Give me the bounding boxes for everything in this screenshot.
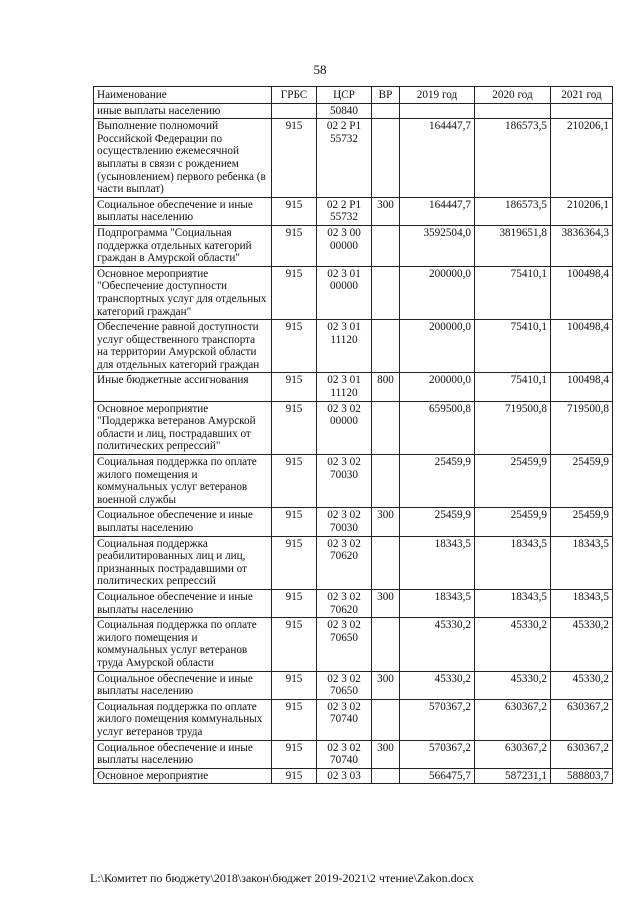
cell-grbs: 915	[272, 266, 317, 319]
header-name: Наименование	[94, 87, 272, 104]
table-row	[94, 119, 613, 198]
cell-2019: 570367,2	[400, 699, 475, 740]
cell-2021	[551, 103, 613, 119]
cell-2020: 75410,1	[475, 266, 551, 319]
table-row	[94, 401, 613, 454]
table-row	[94, 266, 613, 319]
cell-name: Социальное обеспечение и иные выплаты населению	[94, 197, 272, 225]
cell-csr: 02 3 02 70030	[317, 508, 372, 536]
cell-2019: 200000,0	[400, 320, 475, 373]
cell-grbs: 915	[272, 618, 317, 671]
cell-csr: 02 3 02 70620	[317, 536, 372, 589]
cell-grbs: 915	[272, 740, 317, 768]
header-2019: 2019 год	[400, 87, 475, 104]
cell-2019: 45330,2	[400, 671, 475, 699]
cell-name: Основное мероприятие "Обеспечение доступности транспортных услуг для отдельных категорий граждан"	[94, 266, 272, 319]
cell-name: Основное мероприятие "Поддержка ветеранов Амурской области и лиц, пострадавших от политических репрессий"	[94, 401, 272, 454]
cell-2021: 25459,9	[551, 455, 613, 508]
cell-2019: 18343,5	[400, 589, 475, 617]
cell-grbs: 915	[272, 699, 317, 740]
cell-2019: 570367,2	[400, 740, 475, 768]
cell-2021: 3836364,3	[551, 225, 613, 266]
table-row	[94, 320, 613, 373]
cell-vr	[372, 225, 400, 266]
cell-2019: 25459,9	[400, 455, 475, 508]
cell-vr	[372, 699, 400, 740]
cell-grbs: 915	[272, 373, 317, 401]
table-header-row	[94, 87, 613, 104]
cell-2021: 630367,2	[551, 699, 613, 740]
table-row	[94, 671, 613, 699]
cell-name: Социальная поддержка по оплате жилого помещения и коммунальных услуг ветеранов военной службы	[94, 455, 272, 508]
cell-csr: 02 3 01 11120	[317, 373, 372, 401]
cell-grbs: 915	[272, 536, 317, 589]
cell-vr	[372, 119, 400, 198]
table-row	[94, 197, 613, 225]
cell-2021: 588803,7	[551, 768, 613, 784]
cell-vr: 300	[372, 508, 400, 536]
cell-vr	[372, 103, 400, 119]
cell-2020: 3819651,8	[475, 225, 551, 266]
cell-grbs: 915	[272, 671, 317, 699]
cell-vr: 800	[372, 373, 400, 401]
cell-2019: 164447,7	[400, 197, 475, 225]
cell-2020: 719500,8	[475, 401, 551, 454]
cell-2020: 587231,1	[475, 768, 551, 784]
cell-name: Социальное обеспечение и иные выплаты населению	[94, 671, 272, 699]
cell-2020: 18343,5	[475, 536, 551, 589]
cell-2019: 3592504,0	[400, 225, 475, 266]
header-2021: 2021 год	[551, 87, 613, 104]
cell-csr: 02 3 02 70650	[317, 671, 372, 699]
cell-2020: 630367,2	[475, 740, 551, 768]
cell-csr: 02 3 02 70620	[317, 589, 372, 617]
cell-vr: 300	[372, 197, 400, 225]
cell-2021: 630367,2	[551, 740, 613, 768]
cell-csr: 02 3 02 00000	[317, 401, 372, 454]
cell-grbs: 915	[272, 225, 317, 266]
cell-vr	[372, 266, 400, 319]
cell-2021: 210206,1	[551, 197, 613, 225]
cell-csr: 02 3 02 70740	[317, 699, 372, 740]
cell-2019: 659500,8	[400, 401, 475, 454]
cell-name: Социальное обеспечение и иные выплаты населению	[94, 589, 272, 617]
cell-grbs: 915	[272, 589, 317, 617]
cell-grbs: 915	[272, 508, 317, 536]
cell-name: Подпрограмма "Социальная поддержка отдельных категорий граждан в Амурской области"	[94, 225, 272, 266]
table-row	[94, 768, 613, 784]
cell-2020: 25459,9	[475, 455, 551, 508]
budget-table	[93, 86, 613, 784]
cell-csr: 02 3 02 70740	[317, 740, 372, 768]
cell-name: Иные бюджетные ассигнования	[94, 373, 272, 401]
cell-2019: 200000,0	[400, 266, 475, 319]
cell-vr: 300	[372, 671, 400, 699]
cell-2020: 45330,2	[475, 671, 551, 699]
cell-vr	[372, 536, 400, 589]
table-body	[94, 103, 613, 784]
cell-2021: 18343,5	[551, 536, 613, 589]
cell-2021: 45330,2	[551, 671, 613, 699]
cell-csr: 02 3 02 70650	[317, 618, 372, 671]
cell-vr: 300	[372, 589, 400, 617]
table-row	[94, 699, 613, 740]
cell-2019: 566475,7	[400, 768, 475, 784]
cell-2021: 100498,4	[551, 320, 613, 373]
cell-2020	[475, 103, 551, 119]
cell-2021: 18343,5	[551, 589, 613, 617]
cell-2020: 25459,9	[475, 508, 551, 536]
cell-2020: 186573,5	[475, 119, 551, 198]
cell-vr	[372, 455, 400, 508]
table-row	[94, 618, 613, 671]
cell-2019	[400, 103, 475, 119]
cell-2021: 25459,9	[551, 508, 613, 536]
table-row	[94, 225, 613, 266]
table-row	[94, 373, 613, 401]
table-row	[94, 103, 613, 119]
cell-vr	[372, 618, 400, 671]
cell-vr: 300	[372, 740, 400, 768]
cell-vr	[372, 320, 400, 373]
cell-name: Выполнение полномочий Российской Федерации по осуществлению ежемесячной выплаты в связи с рождением (усыновлением) первого ребенка (в части выплат)	[94, 119, 272, 198]
footer-file-path: L:\Комитет по бюджету\2018\закон\бюджет 2019-2021\2 чтение\Zakon.docx	[90, 871, 474, 885]
table-row	[94, 508, 613, 536]
cell-2019: 18343,5	[400, 536, 475, 589]
cell-name: Социальное обеспечение и иные выплаты населению	[94, 740, 272, 768]
table-row	[94, 536, 613, 589]
cell-csr: 02 2 P1 55732	[317, 119, 372, 198]
cell-name: Социальное обеспечение и иные выплаты населению	[94, 508, 272, 536]
table-row	[94, 740, 613, 768]
cell-csr: 02 3 02 70030	[317, 455, 372, 508]
header-2020: 2020 год	[475, 87, 551, 104]
cell-name: Основное мероприятие	[94, 768, 272, 784]
cell-2021: 210206,1	[551, 119, 613, 198]
cell-name: Социальная поддержка по оплате жилого помещения и коммунальных услуг ветеранов труда Амурской области	[94, 618, 272, 671]
cell-csr: 02 3 01 11120	[317, 320, 372, 373]
cell-2019: 200000,0	[400, 373, 475, 401]
header-grbs: ГРБС	[272, 87, 317, 104]
cell-vr	[372, 768, 400, 784]
cell-csr: 02 3 01 00000	[317, 266, 372, 319]
cell-2021: 719500,8	[551, 401, 613, 454]
cell-name: Социальная поддержка реабилитированных лиц и лиц, признанных пострадавшими от политических репрессий	[94, 536, 272, 589]
cell-2020: 186573,5	[475, 197, 551, 225]
header-csr: ЦСР	[317, 87, 372, 104]
cell-2019: 164447,7	[400, 119, 475, 198]
cell-vr	[372, 401, 400, 454]
cell-2019: 45330,2	[400, 618, 475, 671]
cell-grbs: 915	[272, 768, 317, 784]
cell-name: Обеспечение равной доступности услуг общественного транспорта на территории Амурской области для отдельных категорий граждан	[94, 320, 272, 373]
cell-2021: 100498,4	[551, 373, 613, 401]
cell-grbs	[272, 103, 317, 119]
cell-2020: 45330,2	[475, 618, 551, 671]
cell-grbs: 915	[272, 119, 317, 198]
cell-2019: 25459,9	[400, 508, 475, 536]
cell-csr: 02 3 00 00000	[317, 225, 372, 266]
cell-grbs: 915	[272, 197, 317, 225]
cell-2021: 45330,2	[551, 618, 613, 671]
cell-csr: 02 2 P1 55732	[317, 197, 372, 225]
header-vr: ВР	[372, 87, 400, 104]
page-number: 58	[313, 62, 327, 77]
cell-2020: 630367,2	[475, 699, 551, 740]
cell-2020: 75410,1	[475, 320, 551, 373]
cell-csr: 50840	[317, 103, 372, 119]
cell-name: иные выплаты населению	[94, 103, 272, 119]
cell-grbs: 915	[272, 455, 317, 508]
cell-2021: 100498,4	[551, 266, 613, 319]
cell-name: Социальная поддержка по оплате жилого помещения коммунальных услуг ветеранов труда	[94, 699, 272, 740]
cell-2020: 75410,1	[475, 373, 551, 401]
cell-grbs: 915	[272, 401, 317, 454]
cell-2020: 18343,5	[475, 589, 551, 617]
table-row	[94, 589, 613, 617]
cell-csr: 02 3 03	[317, 768, 372, 784]
table-row	[94, 455, 613, 508]
cell-grbs: 915	[272, 320, 317, 373]
